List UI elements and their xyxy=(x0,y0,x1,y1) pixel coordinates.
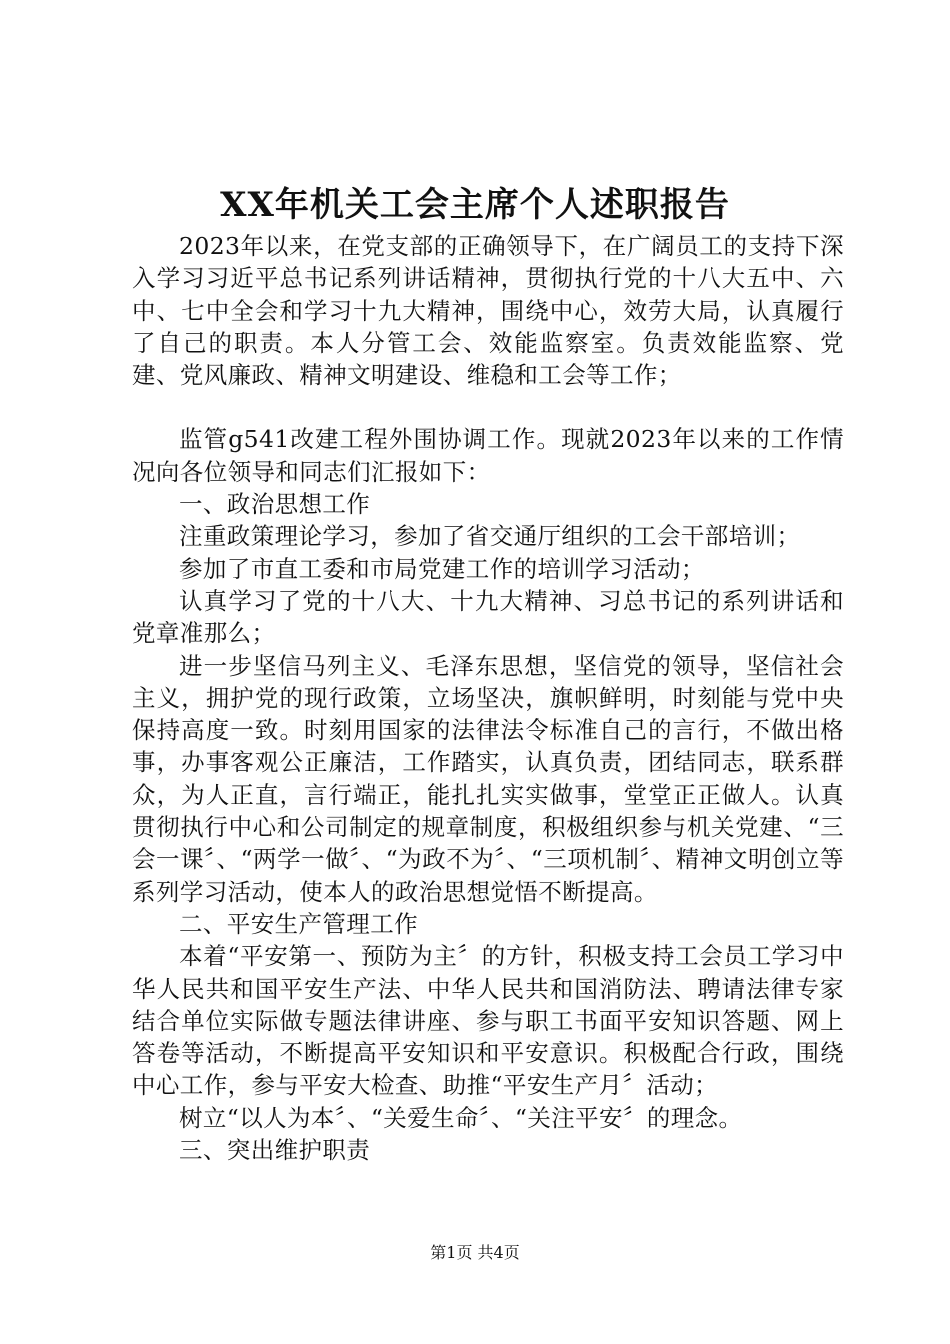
paragraph-party-training: 参加了市直工委和市局党建工作的培训学习活动； xyxy=(179,554,705,583)
paragraph-safety-policy: 本着“平安第一、预防为主〞的方针，积极支持工会员工学习中华人民共和国平安生产法、中华人民共和国消防法、聘请法律专家结合单位实际做专题法律讲座、参与职工书面平安知识答题、网上答卷等活动，不断提高平安知识和平安意识。积极配合行政，围绕中心工作，参与平安大检查、助推“平安生产月〞活动； xyxy=(132,942,844,1100)
page-title: XX年机关工会主席个人述职报告 xyxy=(220,185,730,225)
paragraph-supervision: 监管g541改建工程外围协调工作。现就2023年以来的工作情况向各位领导和同志们汇报如下： xyxy=(132,425,844,486)
paragraph-safety-concept: 树立“以人为本〞、“关爱生命〞、“关注平安〞的理念。 xyxy=(179,1103,743,1132)
section-heading-safety: 二、平安生产管理工作 xyxy=(179,909,418,938)
paragraph-study: 认真学习了党的十八大、十九大精神、习总书记的系列讲话和党章准那么； xyxy=(132,586,844,648)
document-body xyxy=(132,230,844,1166)
paragraph-training: 注重政策理论学习，参加了省交通厅组织的工会干部培训； xyxy=(179,522,801,551)
paragraph-intro: 2023年以来，在党支部的正确领导下，在广阔员工的支持下深入学习习近平总书记系列讲话精神，贯彻执行党的十八大五中、六中、七中全会和学习十九大精神，围绕中心，效劳大局，认真履行了自己的职责。本人分管工会、效能监察室。负责效能监察、党建、党风廉政、精神文明建设、维稳和工会等工作； xyxy=(132,232,844,390)
section-heading-political: 一、政治思想工作 xyxy=(179,490,371,519)
section-heading-duties: 三、突出维护职责 xyxy=(179,1136,371,1165)
paragraph-belief: 进一步坚信马列主义、毛泽东思想，坚信党的领导，坚信社会主义，拥护党的现行政策，立场坚决，旗帜鲜明，时刻能与党中央保持高度一致。时刻用国家的法律法令标准自己的言行，不做出格事，办事客观公正廉洁，工作踏实，认真负责，团结同志，联系群众，为人正直，言行端正，能扎扎实实做事，堂堂正正做人。认真贯彻执行中心和公司制定的规章制度，积极组织参与机关党建、“三会一课〞、“两学一做〞、“为政不为〞、“三项机制〞、精神文明创立等系列学习活动，使本人的政治思想觉悟不断提高。 xyxy=(132,651,844,906)
page-number-footer: 第1页 共4页 xyxy=(430,1243,520,1262)
